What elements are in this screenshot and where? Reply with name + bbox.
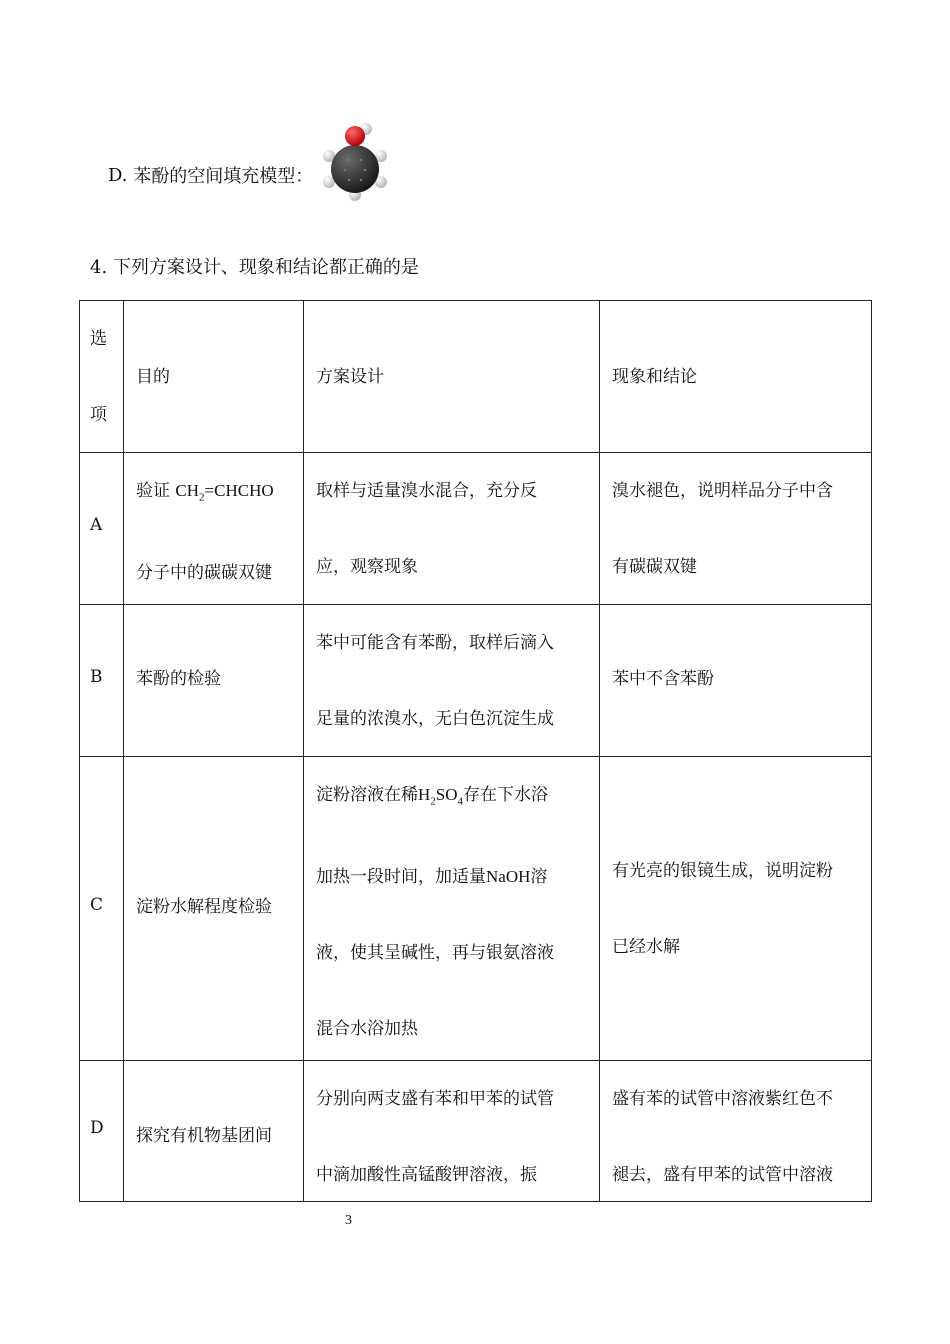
row-a-result-line2: 有碳碳双键 xyxy=(612,557,697,577)
row-b-design-spacer xyxy=(316,662,589,700)
row-a-design-line2: 应，观察现象 xyxy=(316,557,418,577)
row-a-purpose-line2: 分子中的碳碳双键 xyxy=(136,563,272,584)
row-d-result-spacer xyxy=(612,1118,861,1156)
row-c-option xyxy=(80,757,124,1061)
row-d-design xyxy=(304,1061,600,1202)
table-row xyxy=(80,1061,872,1202)
row-b-purpose-text: 苯酚的检验 xyxy=(136,669,221,689)
row-d-design-line2: 中滴加酸性高锰酸钾溶液，振 xyxy=(316,1165,537,1185)
row-a-formula-a: CH xyxy=(175,481,200,500)
phenol-space-filling-model-icon xyxy=(320,120,390,202)
row-a-purpose-line1 xyxy=(136,472,293,516)
row-a-formula-b: =CHCHO xyxy=(204,481,274,500)
header-option xyxy=(80,301,124,453)
row-b-result xyxy=(600,605,872,757)
option-d-label: D. xyxy=(108,164,128,186)
question-number: 4. xyxy=(90,257,108,278)
row-c-formula-so: SO xyxy=(435,785,458,804)
header-result xyxy=(600,301,872,453)
row-a-result xyxy=(600,453,872,605)
row-a-design-line1: 取样与适量溴水混合，充分反 xyxy=(316,481,537,501)
row-c-formula-sub2: 4 xyxy=(457,795,464,808)
row-a-purpose-text: 验证 xyxy=(136,481,170,501)
row-d-option xyxy=(80,1061,124,1202)
option-d-text: 苯酚的空间填充模型： xyxy=(133,166,314,187)
row-d-purpose-text: 探究有机物基团间 xyxy=(136,1126,272,1146)
row-b-design-line2: 足量的浓溴水，无白色沉淀生成 xyxy=(316,709,554,729)
header-design xyxy=(304,301,600,453)
row-b-purpose xyxy=(124,605,304,757)
header-option-top: 选 xyxy=(90,329,107,349)
table-row xyxy=(80,605,872,757)
row-b-result-text: 苯中不含苯酚 xyxy=(612,669,714,689)
row-c-option-label: C xyxy=(90,895,104,915)
table-header-row xyxy=(80,301,872,453)
row-a-option-label: A xyxy=(90,515,103,535)
row-c-spacer1 xyxy=(316,820,589,858)
row-c-design xyxy=(304,757,600,1061)
options-table xyxy=(79,300,872,1202)
row-c-purpose-text: 淀粉水解程度检验 xyxy=(136,897,272,917)
row-c-formula-h: H xyxy=(418,785,431,804)
row-a-purpose xyxy=(124,453,304,605)
row-a-design-spacer xyxy=(316,510,589,548)
row-c-design-text1a: 淀粉溶液在稀 xyxy=(316,785,418,805)
table-row xyxy=(80,453,872,605)
row-c-design-line3: 液，使其呈碱性，再与银氨溶液 xyxy=(316,943,554,964)
row-c-spacer2 xyxy=(316,896,589,934)
row-c-design-line4: 混合水浴加热 xyxy=(316,1019,418,1040)
row-b-design-line1: 苯中可能含有苯酚，取样后滴入 xyxy=(316,633,554,653)
row-c-result xyxy=(600,757,872,1061)
row-a-option xyxy=(80,453,124,605)
row-d-design-line1: 分别向两支盛有苯和甲苯的试管 xyxy=(316,1089,554,1109)
row-a-spacer xyxy=(136,516,293,554)
question-4 xyxy=(90,253,419,279)
header-purpose-text: 目的 xyxy=(136,367,170,387)
row-b-design xyxy=(304,605,600,757)
row-c-design-line1 xyxy=(316,776,589,820)
row-c-formula-h2so4 xyxy=(418,785,464,808)
row-c-result-line2: 已经水解 xyxy=(612,937,680,957)
row-c-design-text2b: 溶 xyxy=(530,867,548,888)
row-c-design-text2a: 加热一段时间，加适量 xyxy=(316,867,486,888)
header-option-spacer xyxy=(90,358,113,396)
row-d-option-label: D xyxy=(90,1118,104,1138)
row-c-result-line1: 有光亮的银镜生成，说明淀粉 xyxy=(612,861,833,881)
row-d-design-spacer xyxy=(316,1118,589,1156)
header-purpose xyxy=(124,301,304,453)
row-b-option-label: B xyxy=(90,667,103,687)
row-c-design-line2 xyxy=(316,858,589,896)
row-c-result-spacer xyxy=(612,890,861,928)
row-b-option xyxy=(80,605,124,757)
row-d-result-line1: 盛有苯的试管中溶液紫红色不 xyxy=(612,1089,833,1109)
row-a-formula-sub: 2 xyxy=(199,491,205,504)
header-option-bottom: 项 xyxy=(90,405,107,425)
row-c-purpose xyxy=(124,757,304,1061)
row-d-purpose xyxy=(124,1061,304,1202)
row-a-design xyxy=(304,453,600,605)
row-a-formula xyxy=(175,481,274,504)
row-a-result-spacer xyxy=(612,510,861,548)
row-c-formula-sub1: 2 xyxy=(430,795,436,808)
row-d-result-line2: 褪去，盛有甲苯的试管中溶液 xyxy=(612,1165,833,1185)
header-result-text: 现象和结论 xyxy=(612,367,697,387)
row-c-spacer3 xyxy=(316,972,589,1010)
table-row xyxy=(80,757,872,1061)
option-d-line xyxy=(108,162,313,188)
question-text: 下列方案设计、现象和结论都正确的是 xyxy=(112,257,419,278)
row-a-result-line1: 溴水褪色，说明样品分子中含 xyxy=(612,481,833,501)
header-design-text: 方案设计 xyxy=(316,367,384,387)
row-d-result xyxy=(600,1061,872,1202)
row-c-design-text1b: 存在下水浴 xyxy=(463,785,549,805)
page-number: 3 xyxy=(345,1213,352,1228)
row-c-formula-naoh: NaOH xyxy=(486,867,531,887)
